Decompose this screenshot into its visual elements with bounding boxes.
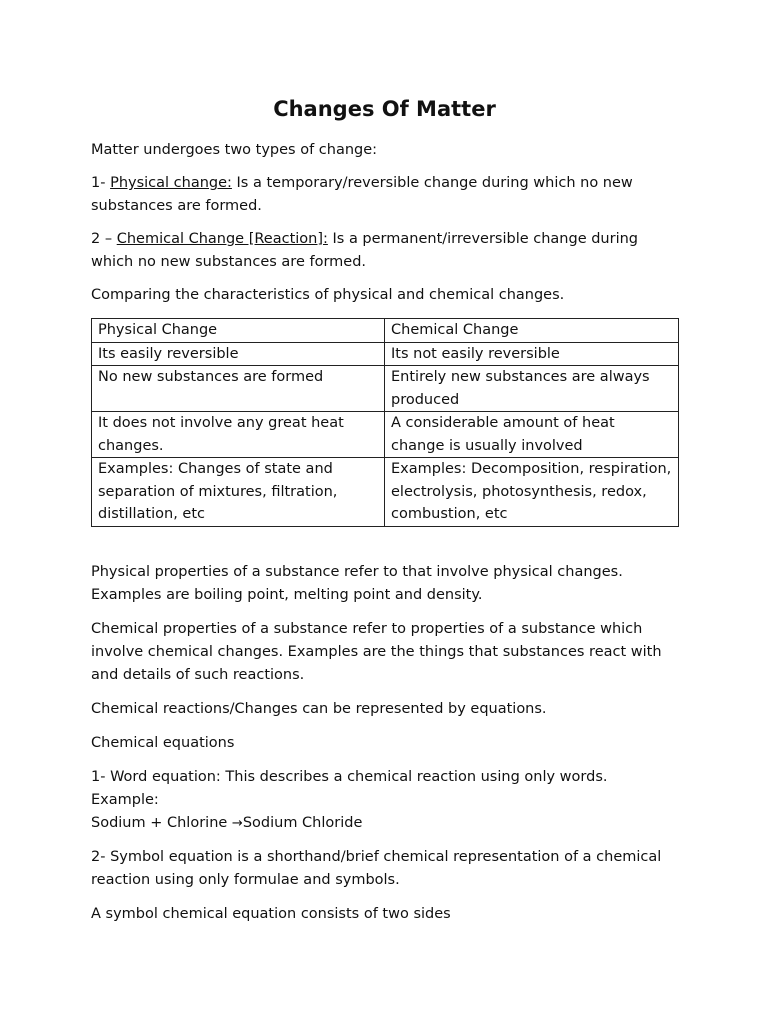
- physical-change-term: Physical change:: [110, 175, 232, 191]
- intro-text: Matter undergoes two types of change:: [91, 142, 378, 158]
- table-cell: Its not easily reversible: [385, 342, 679, 366]
- table-cell: Examples: Decomposition, respiration, electrolysis, photosynthesis, redox, combustion, etc: [385, 458, 679, 527]
- equations-heading: Chemical equations: [91, 734, 235, 751]
- header-chemical-change: Chemical Change: [385, 319, 679, 343]
- table-row: [92, 412, 679, 458]
- table-header-row: [92, 319, 679, 343]
- def1-prefix: 1-: [91, 175, 111, 191]
- page-title: Changes Of Matter: [273, 97, 496, 121]
- table-cell: No new substances are formed: [92, 366, 385, 412]
- comparison-table: [91, 318, 679, 527]
- two-sides-paragraph: A symbol chemical equation consists of two sides: [91, 905, 451, 922]
- symbol-equation-paragraph: 2- Symbol equation is a shorthand/brief chemical representation of a chemical reaction using only formulae and symbols.: [91, 848, 662, 888]
- word-equation-text: 1- Word equation: This describes a chemical reaction using only words. Example:: [91, 768, 608, 808]
- def2-prefix: 2 –: [91, 231, 117, 247]
- table-row: [92, 366, 679, 412]
- table-row: [92, 458, 679, 527]
- table-cell: Examples: Changes of state and separation of mixtures, filtration, distillation, etc: [92, 458, 385, 527]
- word-equation-product: Sodium Chloride: [242, 814, 363, 831]
- header-physical-change: Physical Change: [92, 319, 385, 343]
- chemical-change-definition: [91, 228, 678, 274]
- physical-change-definition: [91, 172, 678, 218]
- table-cell: Its easily reversible: [92, 342, 385, 366]
- table-cell: Entirely new substances are always produced: [385, 366, 679, 412]
- table-cell: It does not involve any great heat changes.: [92, 412, 385, 458]
- chemical-change-term: Chemical Change [Reaction]:: [116, 231, 328, 247]
- def1-text: Is a temporary/reversible change during which no new substances are formed.: [91, 175, 633, 214]
- arrow-right-icon: →: [231, 815, 243, 831]
- table-row: [92, 342, 679, 366]
- table-cell: A considerable amount of heat change is usually involved: [385, 412, 679, 458]
- chemical-properties-paragraph: Chemical properties of a substance refer to properties of a substance which involve chemical changes. Examples are the things that substances react with and details of such reactions.: [91, 620, 662, 683]
- comparison-intro: Comparing the characteristics of physical and chemical changes.: [91, 287, 565, 303]
- word-equation-paragraph: [91, 766, 678, 835]
- physical-properties-paragraph: Physical properties of a substance refer to that involve physical changes. Examples are boiling point, melting point and density.: [91, 563, 623, 603]
- word-equation-reactants: Sodium + Chlorine: [91, 814, 232, 831]
- def2-text: Is a permanent/irreversible change during which no new substances are formed.: [91, 231, 639, 270]
- reactions-paragraph: Chemical reactions/Changes can be represented by equations.: [91, 700, 547, 717]
